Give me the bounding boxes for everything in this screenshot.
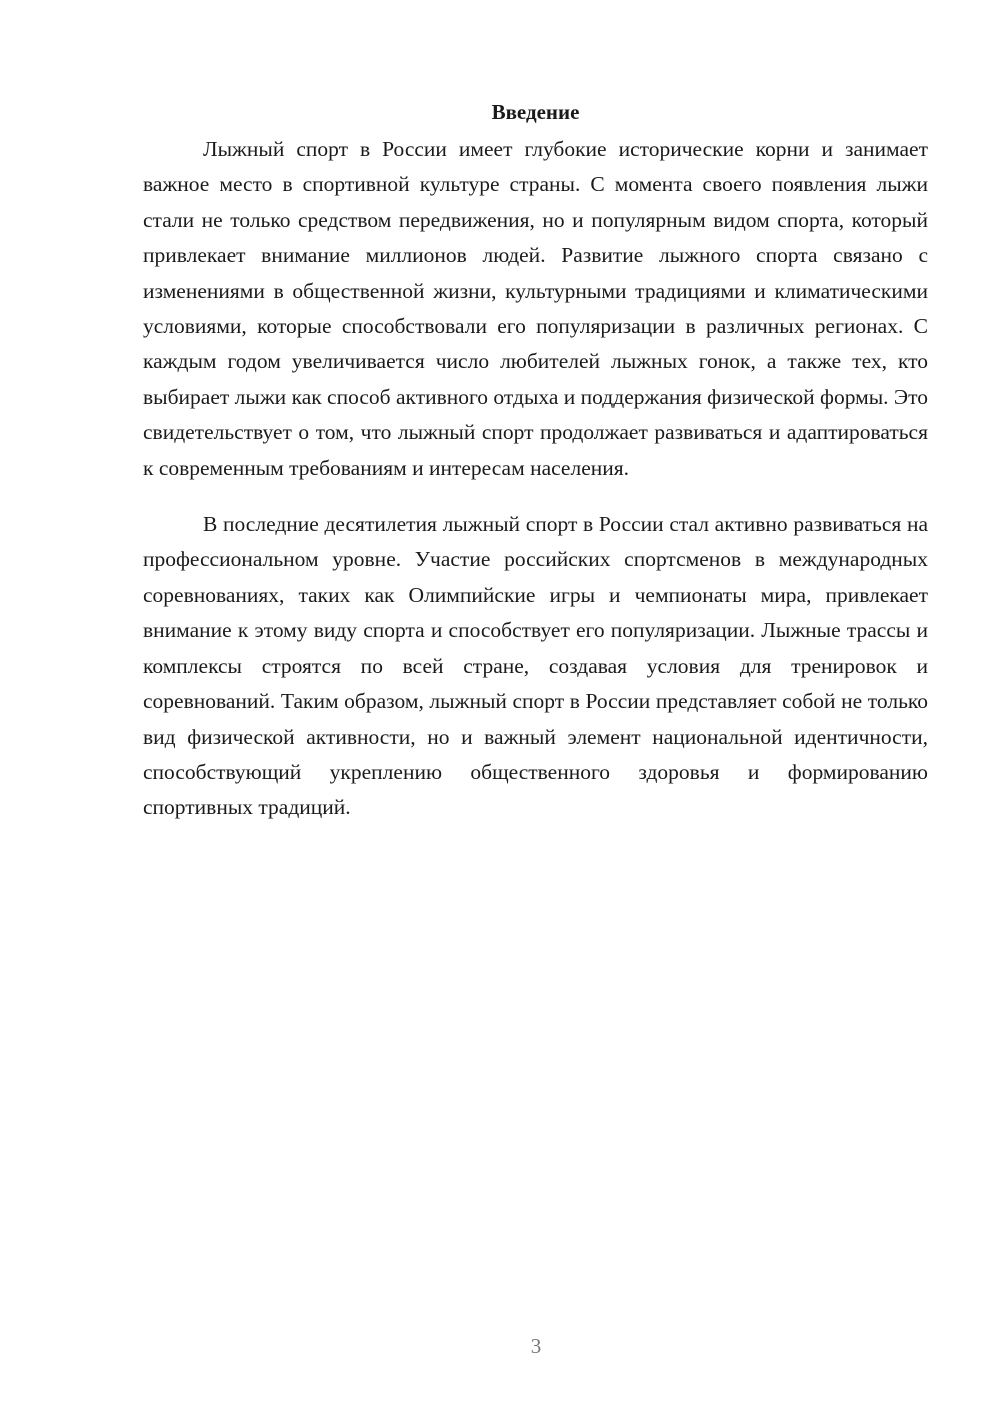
paragraph-2: В последние десятилетия лыжный спорт в России стал активно развиваться на профессиональном уровне. Участие российских спортсменов в международных соревнованиях, таких как Олимпийские игры и чемпионаты мира, привлекает внимание к этому виду спорта и способствует его популяризации. Лыжные трассы и комплексы строятся по всей стране, создавая условия для тренировок и соревнований. Таким образом, лыжный спорт в России представляет собой не только вид физической активности, но и важный элемент национальной идентичности, способствующий укреплению общественного здоровья и формированию спортивных традиций.: [143, 512, 928, 820]
section-heading: Введение: [491, 100, 580, 124]
page-content: [143, 96, 928, 826]
page-number: 3: [530, 1334, 542, 1358]
paragraph-1: Лыжный спорт в России имеет глубокие исторические корни и занимает важное место в спортивной культуре страны. С момента своего появления лыжи стали не только средством передвижения, но и популярным видом спорта, который привлекает внимание миллионов людей. Развитие лыжного спорта связано с изменениями в общественной жизни, культурными традициями и климатическими условиями, которые способствовали его популяризации в различных регионах. С каждым годом увеличивается число любителей лыжных гонок, а также тех, кто выбирает лыжи как способ активного отдыха и поддержания физической формы. Это свидетельствует о том, что лыжный спорт продолжает развиваться и адаптироваться к современным требованиям и интересам населения.: [143, 137, 928, 480]
